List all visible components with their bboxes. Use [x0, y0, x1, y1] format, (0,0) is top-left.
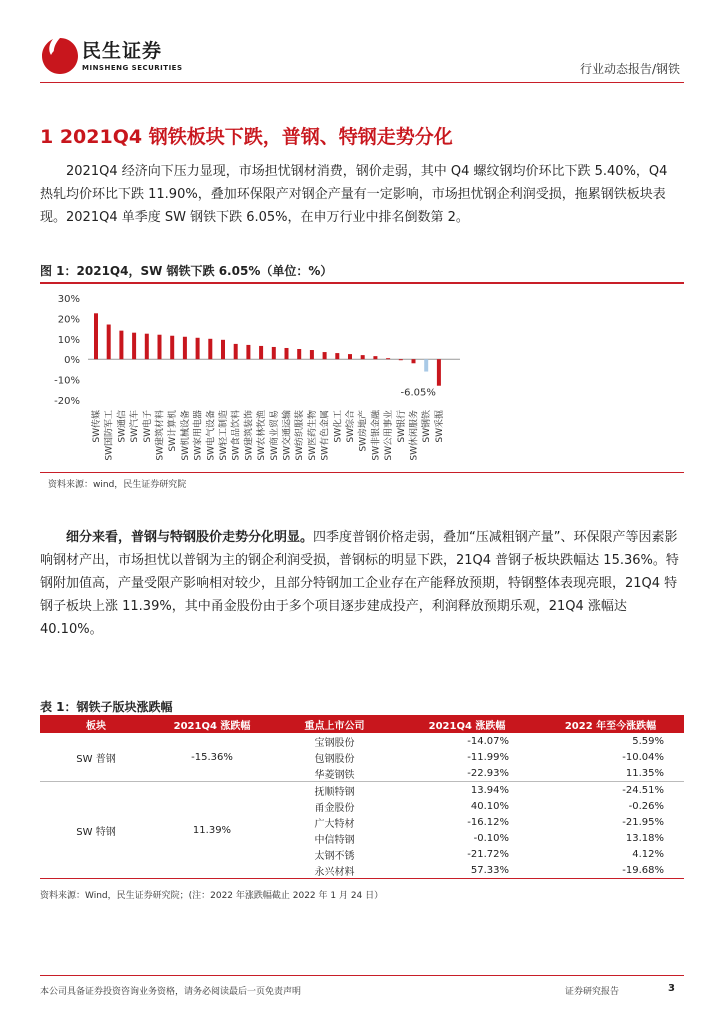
- company-q4-change: -11.99%: [467, 751, 509, 763]
- bar: [424, 359, 428, 371]
- company-ytd-change: -0.26%: [628, 800, 664, 812]
- x-tick-label: SW钢铁: [422, 410, 433, 443]
- company-ytd-change: 11.35%: [537, 765, 684, 782]
- bar: [183, 337, 187, 359]
- x-tick-label: SW房地产: [358, 410, 369, 452]
- group-name: SW 普钢: [40, 733, 152, 782]
- company-q4-change: -14.07%: [467, 735, 509, 747]
- paragraph-2: [40, 526, 684, 641]
- paragraph-2-lead: 细分来看，普钢与特钢股价走势分化明显。: [66, 530, 314, 545]
- bar: [221, 340, 225, 359]
- company-q4-change: -16.12%: [467, 816, 509, 828]
- bar: [259, 346, 263, 359]
- company-ytd-change: -19.68%: [537, 862, 684, 879]
- company-ytd-change: -10.04%: [622, 751, 664, 763]
- y-tick-label: 0%: [64, 355, 80, 367]
- y-tick-label: 20%: [57, 314, 80, 326]
- x-tick-label: SW建筑材料: [155, 410, 166, 461]
- table-header-row: [40, 715, 684, 733]
- report-category: 行业动态报告/钢铁: [579, 62, 680, 76]
- company-name: 永兴材料: [272, 862, 397, 879]
- company-q4-change: 57.33%: [397, 862, 537, 879]
- company-name: 华菱钢铁: [272, 765, 397, 782]
- x-tick-label: SW化工: [333, 410, 344, 443]
- table-row: [40, 782, 684, 799]
- paragraph-2-body: 四季度普钢价格走弱，叠加“压减粗钢产量”、环保限产等因素影响钢材产出，市场担忧以普钢为主的钢企利润受损，普钢标的明显下跌，21Q4 普钢子板块跌幅达 15.36%。特钢附加值高，产量受限产影响相对较少，且部分特钢加工企业存在产能释放预期，特钢整体表现亮眼，21Q4 特钢子板块上涨 11.39%，其中甬金股份由于多个项目逐步建成投产，利润释放预期乐观，21Q4 涨幅达 40.10%。: [40, 530, 679, 637]
- logo-mark-icon: [40, 36, 80, 76]
- bar: [310, 350, 314, 359]
- company-q4-change: 40.10%: [470, 800, 509, 812]
- footer-disclaimer: 本公司具备证券投资咨询业务资格，请务必阅读最后一页免责声明: [40, 987, 302, 997]
- logo-text-en: MINSHENG SECURITIES: [82, 64, 183, 72]
- data-label: -6.05%: [400, 387, 436, 399]
- bar: [323, 352, 327, 359]
- bar: [170, 336, 174, 359]
- bar: [158, 335, 162, 359]
- bar: [246, 345, 250, 359]
- figure-top-rule: [40, 282, 684, 284]
- x-tick-label: SW商业贸易: [269, 410, 280, 461]
- bar: [119, 331, 123, 360]
- company-name: 宝钢股份: [314, 737, 355, 749]
- x-tick-label: SW机械设备: [180, 410, 191, 461]
- header-divider: [40, 82, 684, 83]
- bar: [373, 356, 377, 359]
- company-name: 抚顺特钢: [314, 786, 355, 798]
- x-tick-label: SW综合: [346, 410, 356, 443]
- paragraph-1: 2021Q4 经济向下压力显现，市场担忧钢材消费，钢价走弱，其中 Q4 螺纹钢均价环比下跌 5.40%，Q4 热轧均价环比下跌 11.90%，叠加环保限产对钢企产量有一定影响，市场担忧钢企利润受损，拖累钢铁板块表现。2021Q4 单季度 SW 钢铁下跌 6.05%，在申万行业中排名倒数第 2。: [40, 164, 668, 225]
- bar: [297, 349, 301, 359]
- page-number: 3: [668, 983, 675, 994]
- x-tick-label: SW计算机: [168, 410, 179, 452]
- company-ytd-change: 5.59%: [632, 735, 664, 747]
- company-name: 太钢不锈: [314, 850, 355, 862]
- company-q4-change: -22.93%: [397, 765, 537, 782]
- group-change: 11.39%: [152, 782, 272, 879]
- company-ytd-change: 4.12%: [632, 848, 664, 860]
- x-tick-label: SW医药生物: [307, 410, 318, 461]
- header-q4-change: 2021Q4 涨跌幅: [152, 715, 272, 733]
- y-tick-label: 10%: [57, 334, 80, 346]
- bar: [132, 333, 136, 360]
- x-tick-label: SW建筑装饰: [244, 410, 255, 461]
- company-ytd-change: 13.18%: [625, 832, 664, 844]
- company-q4-change: -0.10%: [473, 832, 509, 844]
- header-company-q4-change: 2021Q4 涨跌幅: [397, 715, 537, 733]
- table-row: [40, 733, 684, 749]
- figure-source: 资料来源：wind，民生证券研究院: [48, 480, 187, 490]
- bar: [196, 338, 200, 359]
- bar: [335, 353, 339, 359]
- company-name: 甬金股份: [314, 802, 355, 814]
- x-tick-label: SW通信: [117, 410, 128, 443]
- bar: [399, 359, 403, 360]
- x-tick-label: SW采掘: [434, 410, 445, 443]
- x-tick-label: SW电气设备: [206, 410, 217, 461]
- x-tick-label: SW家用电器: [193, 410, 204, 461]
- company-name: 广大特材: [314, 818, 355, 830]
- x-tick-label: SW交通运输: [282, 410, 293, 461]
- footer-label: 证券研究报告: [565, 987, 620, 997]
- bar: [107, 325, 111, 360]
- bar: [361, 355, 365, 359]
- table-title: 表 1：钢铁子版块涨跌幅: [40, 700, 173, 714]
- company-q4-change: 13.94%: [470, 784, 509, 796]
- x-tick-label: SW电子: [142, 410, 153, 443]
- bar: [437, 359, 441, 386]
- bar: [412, 359, 416, 363]
- x-tick-label: SW轻工制造: [219, 410, 229, 461]
- x-tick-label: SW农林牧渔: [257, 410, 268, 461]
- company-name: 中信特钢: [314, 834, 355, 846]
- bar-chart: [40, 286, 684, 472]
- y-tick-label: -20%: [54, 396, 80, 407]
- section-title: 1 2021Q4 钢铁板块下跌，普钢、特钢走势分化: [40, 126, 453, 148]
- bar: [348, 354, 352, 359]
- logo-text-cn: 民生证券: [82, 40, 163, 62]
- x-tick-label: SW国防军工: [104, 410, 115, 461]
- table-source: 资料来源：Wind，民生证券研究院；(注：2022 年涨跌幅截止 2022 年 1 月 24 日）: [40, 891, 384, 901]
- x-tick-label: SW公用事业: [384, 410, 395, 461]
- company-ytd-change: -24.51%: [622, 784, 664, 796]
- x-tick-label: SW非银金融: [371, 410, 382, 461]
- company-ytd-change: -21.95%: [622, 816, 664, 828]
- x-tick-label: SW汽车: [130, 410, 141, 443]
- bar: [94, 313, 98, 359]
- bar: [386, 358, 390, 359]
- x-tick-label: SW有色金属: [320, 410, 331, 461]
- group-name: SW 特钢: [40, 782, 152, 879]
- figure-bottom-rule: [40, 472, 684, 473]
- x-tick-label: SW纺织服装: [295, 410, 306, 461]
- bar: [145, 334, 149, 360]
- bar: [208, 339, 212, 359]
- header-ytd-change: 2022 年至今涨跌幅: [537, 715, 684, 733]
- y-tick-label: 30%: [57, 294, 80, 305]
- x-tick-label: SW银行: [396, 410, 407, 443]
- bar: [234, 344, 238, 359]
- group-change: -15.36%: [152, 733, 272, 782]
- company-logo: [40, 36, 190, 80]
- x-tick-label: SW食品饮料: [231, 410, 242, 461]
- company-name: 包钢股份: [314, 753, 355, 765]
- figure-title: 图 1：2021Q4，SW 钢铁下跌 6.05%（单位：%）: [40, 264, 333, 278]
- x-tick-label: SW传媒: [92, 410, 102, 443]
- bar: [272, 347, 276, 359]
- y-tick-label: -10%: [54, 375, 80, 387]
- company-q4-change: -21.72%: [467, 848, 509, 860]
- footer-divider: [40, 975, 684, 976]
- sector-table: [40, 715, 684, 879]
- header-company: 重点上市公司: [272, 715, 397, 733]
- header-sector: 板块: [40, 715, 152, 733]
- bar: [285, 348, 289, 359]
- x-tick-label: SW休闲服务: [409, 410, 420, 461]
